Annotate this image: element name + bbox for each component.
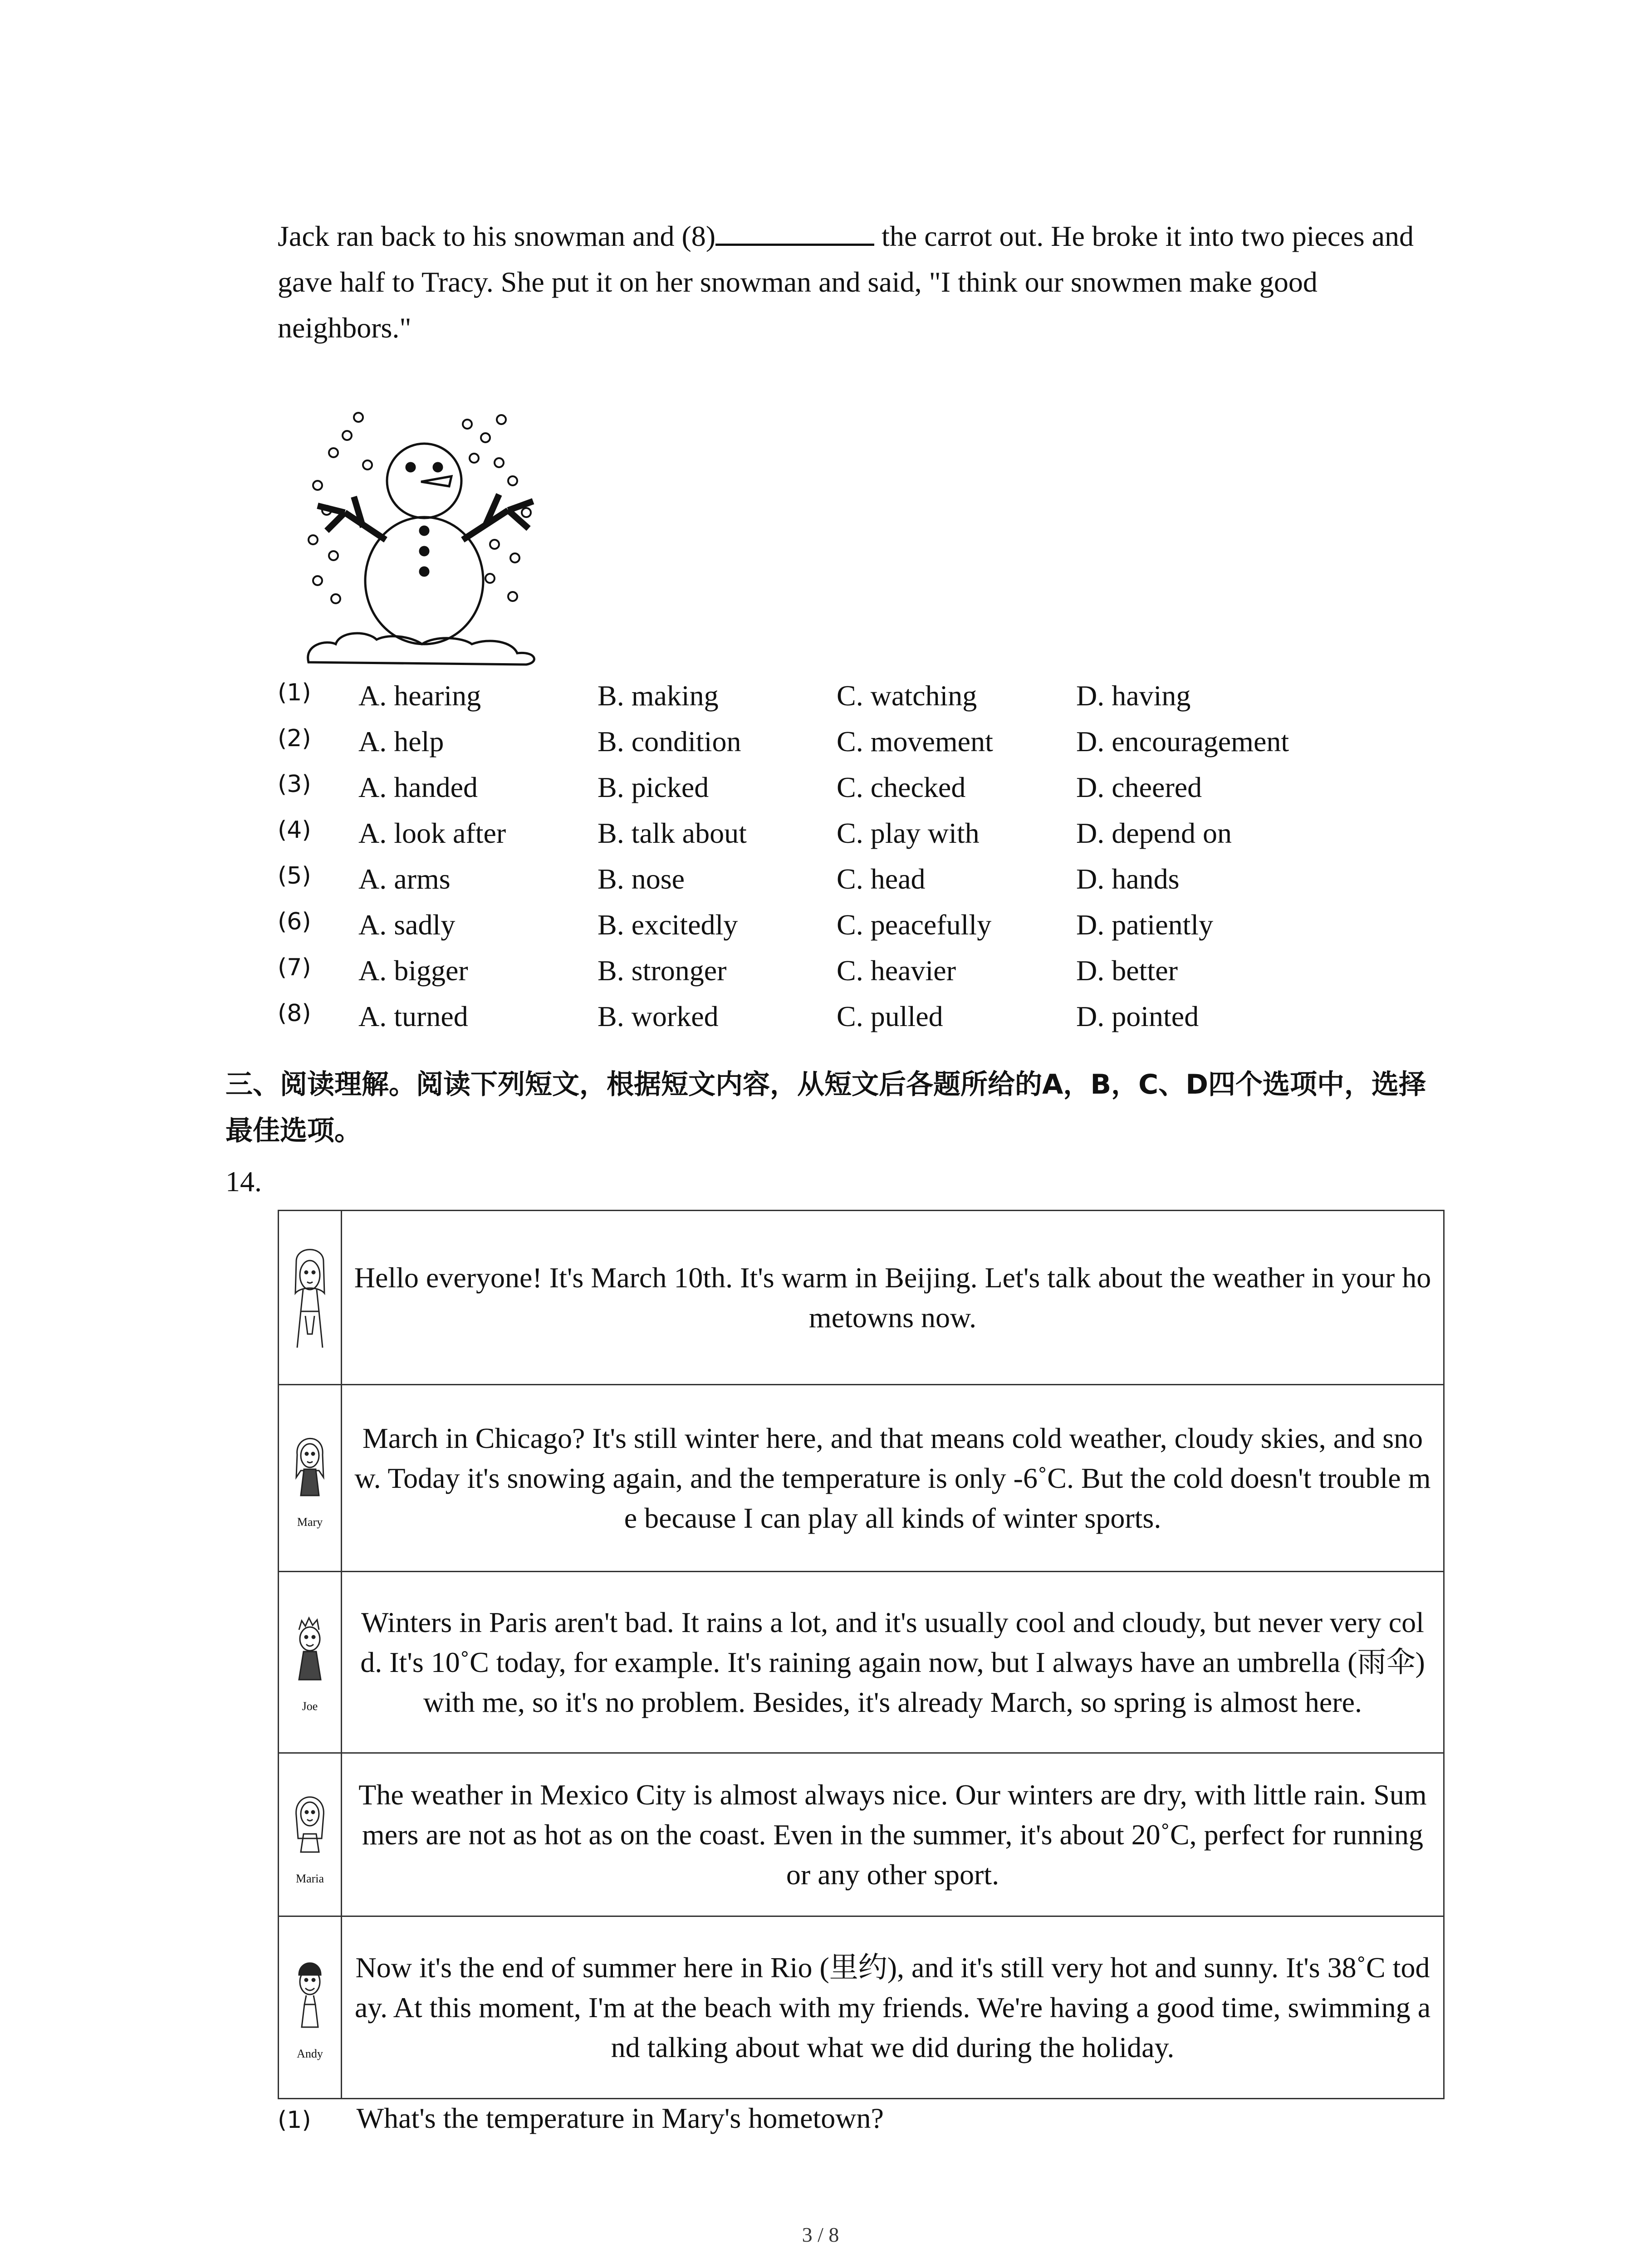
option-a: A. handed (358, 771, 478, 803)
forum-row (279, 1916, 1444, 2099)
forum-row (279, 1572, 1444, 1753)
option-b: B. making (598, 679, 719, 712)
page-number: 3 / 8 (802, 2223, 839, 2246)
option-c: C. peacefully (837, 909, 992, 941)
option-number: (7) (278, 954, 311, 981)
option-number: (2) (278, 725, 311, 752)
forum-message: Hello everyone! It's March 10th. It's warm in Beijing. Let's talk about the weather in your hometowns now. (342, 1211, 1444, 1385)
option-b: B. picked (598, 771, 709, 803)
option-a: A. bigger (358, 954, 468, 987)
avatar-cell (279, 1753, 342, 1916)
forum-row (279, 1753, 1444, 1916)
answer-options (278, 679, 1457, 1046)
option-c: C. watching (837, 679, 977, 712)
forum-row (279, 1211, 1444, 1385)
option-a: A. turned (358, 1000, 468, 1032)
option-number: (6) (278, 908, 311, 935)
option-c: C. checked (837, 771, 966, 803)
option-row-1 (278, 679, 1457, 725)
option-d: D. having (1076, 679, 1191, 712)
avatar-cell (279, 1572, 342, 1753)
avatar-name: Andy (297, 2047, 323, 2060)
avatar-name: Mary (297, 1515, 323, 1529)
option-number: (3) (278, 771, 311, 798)
option-number: (8) (278, 1000, 311, 1027)
option-number: (1) (278, 679, 311, 706)
forum-message: The weather in Mexico City is almost always nice. Our winters are dry, with little rain. Summers are not as hot as on the coast. Even in the summer, it's about 20˚C, perfect for running or any other sport. (342, 1753, 1444, 1916)
option-c: C. head (837, 863, 926, 895)
sub-question (278, 2102, 884, 2135)
option-row-2 (278, 725, 1457, 771)
avatar-name: Joe (302, 1699, 318, 1713)
option-a: A. sadly (358, 909, 456, 941)
girl-avatar-icon (293, 1784, 327, 1870)
option-c: C. heavier (837, 954, 956, 987)
avatar-cell (279, 1211, 342, 1385)
forum-table (278, 1210, 1445, 2099)
option-row-8 (278, 1000, 1457, 1046)
girl-avatar-icon (293, 1427, 327, 1514)
option-a: A. hearing (358, 679, 481, 712)
section-title: 三、阅读理解。阅读下列短文，根据短文内容，从短文后各题所给的A，B，C、D四个选项中，选择最佳选项。 (225, 1069, 1426, 1147)
forum-message: Now it's the end of summer here in Rio (里约), and it's still very hot and sunny. It's 38˚C today. At this moment, I'm at the beach with my friends. We're having a good time, swimming and talking about what we did during the holiday. (342, 1916, 1444, 2099)
option-row-4 (278, 816, 1457, 862)
snowman-icon (299, 408, 544, 671)
option-number: (5) (278, 862, 311, 890)
option-row-6 (278, 908, 1457, 954)
boy-avatar-icon (293, 1612, 327, 1698)
option-d: D. pointed (1076, 1000, 1199, 1032)
option-c: C. pulled (837, 1000, 943, 1032)
snowflake-dots (309, 413, 531, 603)
option-b: B. stronger (598, 954, 727, 987)
forum-message: March in Chicago? It's still winter here, and that means cold weather, cloudy skies, and snow. Today it's snowing again, and the temperature is only -6˚C. But the cold doesn't trouble me because I can play all kinds of winter sports. (342, 1385, 1444, 1572)
avatar-name: Maria (295, 1872, 324, 1885)
forum-row (279, 1385, 1444, 1572)
option-c: C. play with (837, 817, 980, 849)
sub-question-text: What's the temperature in Mary's hometown? (356, 2102, 884, 2134)
option-d: D. better (1076, 954, 1178, 987)
option-a: A. arms (358, 863, 451, 895)
passage-before: Jack ran back to his snowman and (8) (278, 220, 716, 252)
avatar-cell (279, 1385, 342, 1572)
option-d: D. cheered (1076, 771, 1202, 803)
option-b: B. worked (598, 1000, 719, 1032)
girl-avatar-icon (292, 1243, 328, 1352)
option-b: B. nose (598, 863, 685, 895)
option-c: C. movement (837, 725, 993, 758)
sub-question-number: (1) (278, 2107, 311, 2134)
option-row-7 (278, 954, 1457, 1000)
option-a: A. look after (358, 817, 506, 849)
option-number: (4) (278, 816, 311, 844)
option-row-5 (278, 862, 1457, 908)
option-d: D. depend on (1076, 817, 1232, 849)
option-b: B. talk about (598, 817, 747, 849)
avatar-cell (279, 1916, 342, 2099)
question-number: 14. (225, 1165, 262, 1198)
option-a: A. help (358, 725, 444, 758)
option-b: B. condition (598, 725, 741, 758)
passage-after: the carrot out. He broke it into two pieces and gave half to Tracy. She put it on her snowman and said, "I think our snowmen make good neighbors." (278, 220, 1414, 344)
option-d: D. hands (1076, 863, 1180, 895)
option-d: D. patiently (1076, 909, 1214, 941)
forum-message: Winters in Paris aren't bad. It rains a lot, and it's usually cool and cloudy, but never very cold. It's 10˚C today, for example. It's raining again now, but I always have an umbrella (雨伞) with me, so it's no problem. Besides, it's already March, so spring is almost here. (342, 1572, 1444, 1753)
option-row-3 (278, 771, 1457, 816)
option-b: B. excitedly (598, 909, 738, 941)
answer-blank-8 (715, 215, 874, 246)
passage-text (278, 213, 1439, 351)
boy-avatar-icon (293, 1955, 327, 2045)
option-d: D. encouragement (1076, 725, 1289, 758)
